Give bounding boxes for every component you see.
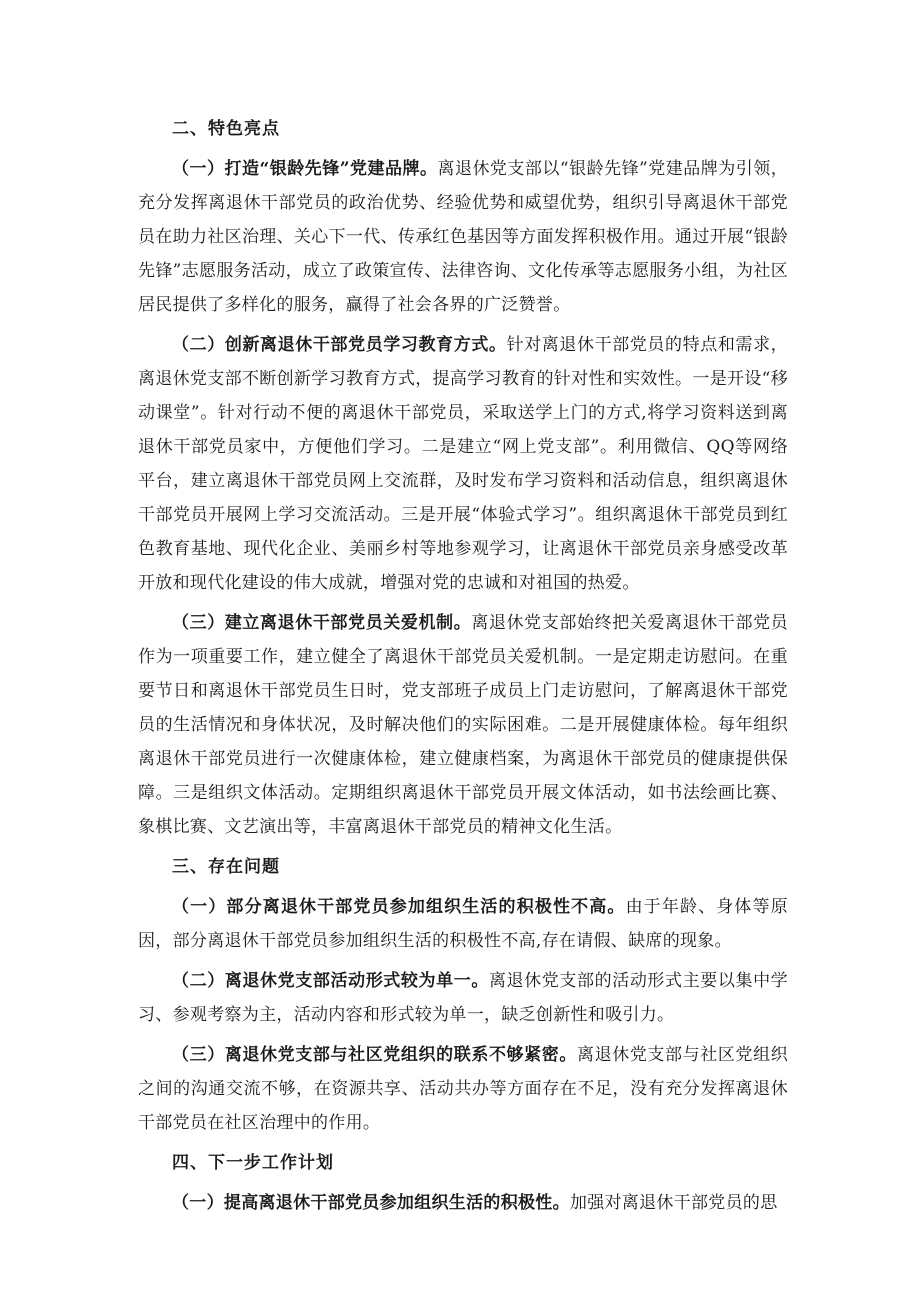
paragraph-body: 离退休党支部与社区党组织之间的沟通交流不够，在资源共享、活动共办等方面存在不足，没有充分发挥离退休干部党员在社区治理中的作用。 (138, 1045, 788, 1133)
paragraph-body: 离退休党支部以“银龄先锋”党建品牌为引领，充分发挥离退休干部党员的政治优势、经验优势和威望优势，组织引导离退休干部党员在助力社区治理、关心下一代、传承红色基因等方面发挥积极作用。通过开展“银龄先锋”志愿服务活动，成立了政策宣传、法律咨询、文化传承等志愿服务小组，为社区居民提供了多样化的服务，赢得了社会各界的广泛赞誉。 (138, 159, 788, 315)
paragraph (138, 890, 788, 958)
paragraph (138, 964, 788, 1032)
section-heading: 二、特色亮点 (172, 119, 280, 139)
paragraph-body: 针对离退休干部党员的特点和需求，离退休党支部不断创新学习教育方式，提高学习教育的针对性和实效性。一是开设“移动课堂”。针对行动不便的离退休干部党员，采取送学上门的方式,将学习资料送到离退休干部党员家中，方便他们学习。二是建立“网上党支部”。利用微信、QQ等网络平台，建立离退休干部党员网上交流群，及时发布学习资料和活动信息，组织离退休干部党员开展网上学习交流活动。三是开展“体验式学习”。组织离退休干部党员到红色教育基地、现代化企业、美丽乡村等地参观学习，让离退休干部党员亲身感受改革开放和现代化建设的伟大成就，增强对党的忠诚和对祖国的热爱。 (138, 335, 788, 593)
paragraph-lead: （二）创新离退休干部党员学习教育方式。 (172, 335, 507, 355)
paragraph-lead: （二）离退休党支部活动形式较为单一。 (172, 971, 489, 991)
paragraph-body: 离退休党支部始终把关爱离退休干部党员作为一项重要工作，建立健全了离退休干部党员关爱机制。一是定期走访慰问。在重要节日和离退休干部党员生日时，党支部班子成员上门走访慰问，了解离退休干部党员的生活情况和身体状况，及时解决他们的实际困难。二是开展健康体检。每年组织离退休干部党员进行一次健康体检，建立健康档案，为离退休干部党员的健康提供保障。三是组织文体活动。定期组织离退休干部党员开展文体活动，如书法绘画比赛、象棋比赛、文艺演出等，丰富离退休干部党员的精神文化生活。 (138, 613, 788, 837)
paragraph (138, 1038, 788, 1140)
paragraph-lead: （一）提高离退休干部党员参加组织生活的积极性。 (172, 1193, 570, 1213)
paragraph-lead: （一）部分离退休干部党员参加组织生活的积极性不高。 (172, 897, 626, 917)
paragraph (138, 1186, 788, 1220)
section-heading: 三、存在问题 (172, 857, 280, 877)
document-body (138, 112, 788, 1226)
paragraph-lead: （三）建立离退休干部党员关爱机制。 (172, 613, 472, 633)
section-heading: 四、下一步工作计划 (172, 1153, 334, 1173)
paragraph-body: 离退休党支部的活动形式主要以集中学习、参观考察为主，活动内容和形式较为单一，缺乏创新性和吸引力。 (138, 971, 788, 1025)
paragraph (138, 152, 788, 322)
paragraph-body: 加强对离退休干部党员的思 (569, 1193, 778, 1213)
paragraph-lead: （一）打造“银龄先锋”党建品牌。 (172, 159, 438, 179)
paragraph (138, 606, 788, 844)
paragraph (138, 328, 788, 600)
paragraph-lead: （三）离退休党支部与社区党组织的联系不够紧密。 (172, 1045, 577, 1065)
paragraph-body: 由于年龄、身体等原因，部分离退休干部党员参加组织生活的积极性不高,存在请假、缺席的现象。 (138, 897, 789, 951)
